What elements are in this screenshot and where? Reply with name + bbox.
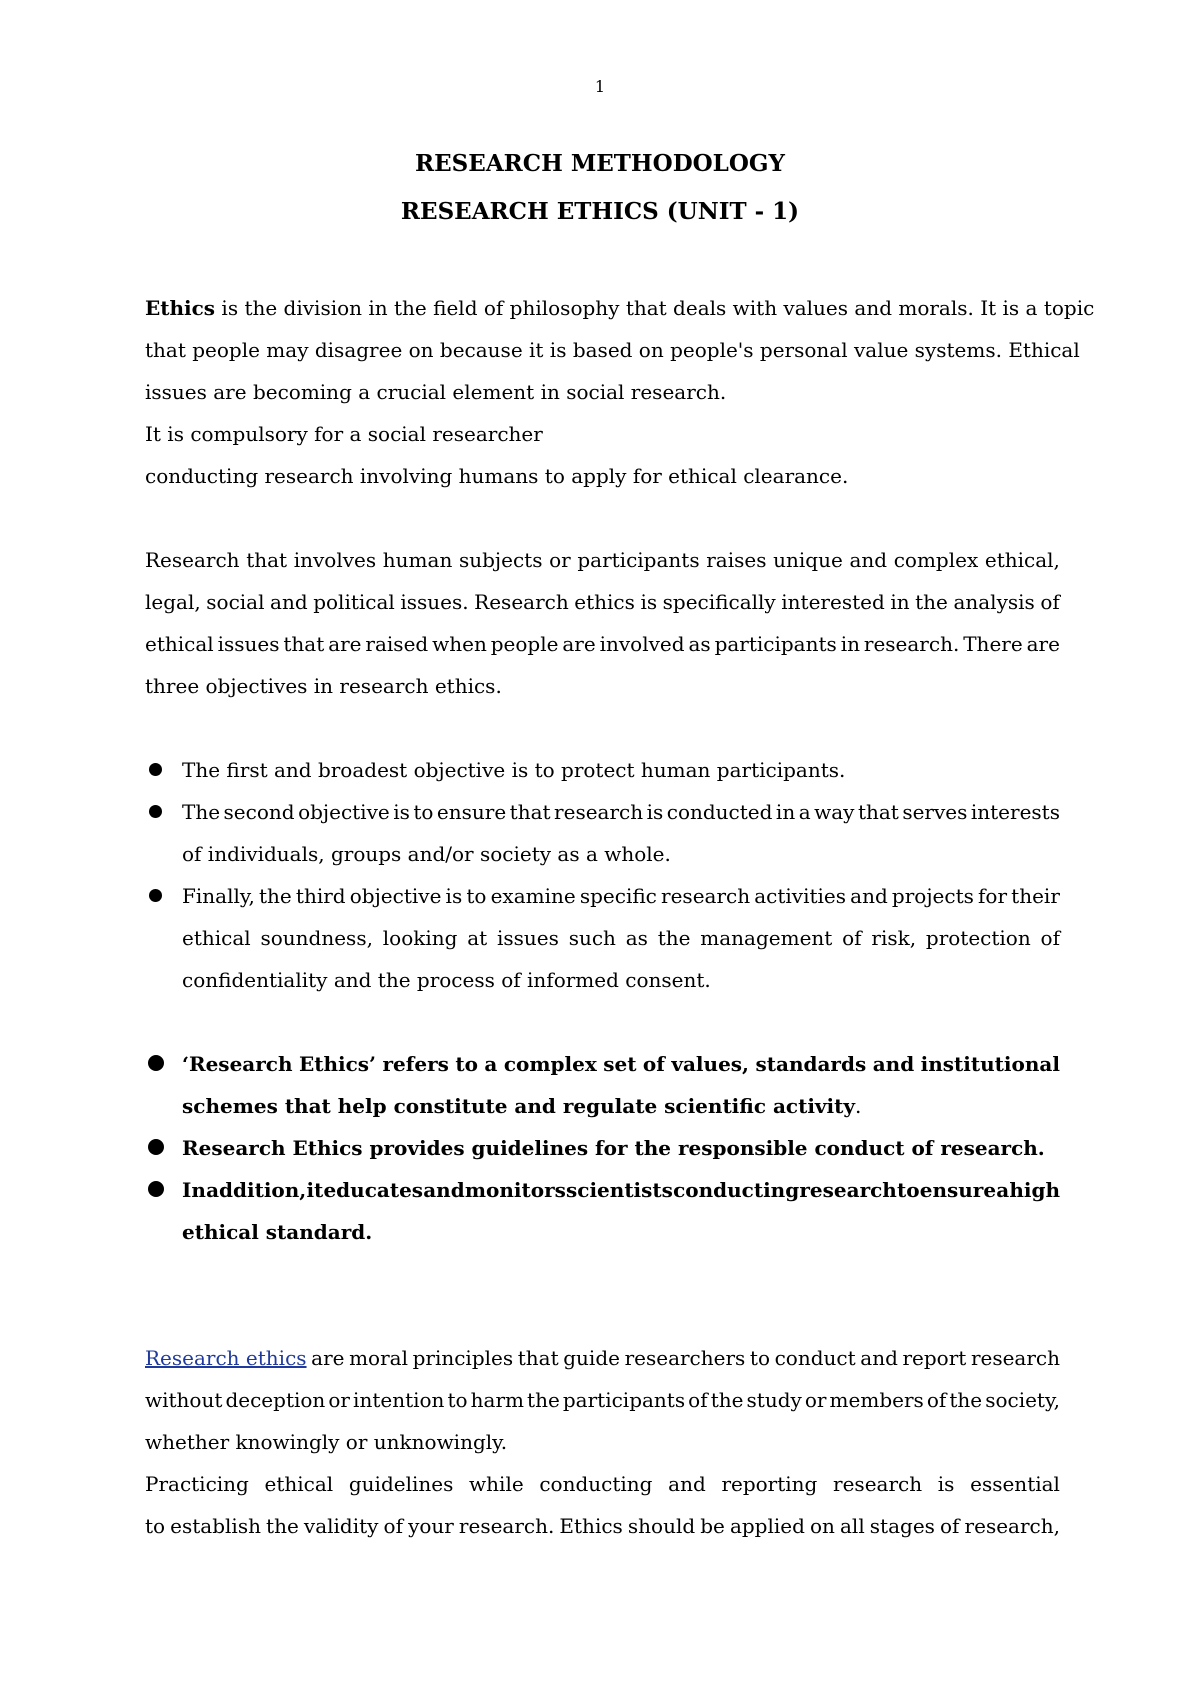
word: projects [891, 884, 974, 908]
word: of [1040, 926, 1060, 950]
word: monitors [464, 1178, 566, 1202]
page-title: RESEARCH METHODOLOGY [415, 150, 785, 177]
word: activities [754, 884, 847, 908]
word: interested [781, 590, 885, 614]
word: research [833, 1472, 923, 1496]
word: serves [902, 800, 968, 824]
word: as [688, 632, 711, 656]
intro-line-4: It is compulsory for a social researcher [145, 422, 543, 446]
para2-line-1 [145, 546, 1060, 574]
word: the [657, 926, 691, 950]
word: objective [349, 884, 442, 908]
word: that [246, 548, 288, 572]
word: set [603, 1052, 637, 1076]
word: in [775, 800, 796, 824]
word: principles [412, 1346, 514, 1370]
para2-line-4: three objectives in research ethics. [145, 674, 502, 698]
word: in [890, 590, 910, 614]
intro-line-1 [145, 294, 1095, 322]
word: raises [706, 548, 767, 572]
word: unique [773, 548, 843, 572]
word: that [857, 800, 899, 824]
word: conducted [666, 800, 773, 824]
word: addition, [206, 1178, 307, 1202]
word: human [382, 548, 453, 572]
word: of [940, 1514, 960, 1538]
para3-line-5 [145, 1512, 1060, 1540]
word: social [206, 590, 265, 614]
word: is [937, 1472, 955, 1496]
word: the [266, 1514, 299, 1538]
word: as [625, 926, 648, 950]
word: third [295, 884, 346, 908]
word: ethical, [984, 548, 1060, 572]
para3-line-4 [145, 1470, 1060, 1498]
word: be [700, 1514, 725, 1538]
word: to [455, 1052, 478, 1076]
intro-line-1-text: is the division in the field of philosophy that deals with values and morals. It is a topic [215, 296, 1095, 320]
word: researchers [624, 1346, 746, 1370]
word: ethics [574, 590, 635, 614]
word: risk, [871, 926, 917, 950]
word: validity [303, 1514, 379, 1538]
word: examine [490, 884, 576, 908]
definition-1-line-2 [182, 1092, 1060, 1120]
word: all [840, 1514, 865, 1538]
word: is [445, 884, 463, 908]
intro-line-5: conducting research involving humans to apply for ethical clearance. [145, 464, 849, 488]
bullet-icon [149, 763, 162, 776]
word: values, [671, 1052, 750, 1076]
definition-3-line-2: ethical standard. [182, 1220, 373, 1244]
word: to [447, 1388, 468, 1412]
word: a [484, 1052, 498, 1076]
word: and [423, 1178, 465, 1202]
page-subtitle: RESEARCH ETHICS (UNIT - 1) [400, 198, 800, 225]
word: objective [298, 800, 390, 824]
word: protection [925, 926, 1031, 950]
word: research. [458, 1514, 555, 1538]
objective-2-line-2: of individuals, groups and/or society as a whole. [182, 842, 671, 866]
word: stages [869, 1514, 935, 1538]
word: way [814, 800, 855, 824]
word: issues [217, 632, 280, 656]
word: are [1026, 632, 1060, 656]
word: study [746, 1388, 802, 1412]
word: reporting [721, 1472, 818, 1496]
word: the [949, 1388, 983, 1412]
word: ethical [182, 926, 251, 950]
word: and [668, 1472, 706, 1496]
definition-1-line-2-text: schemes that help constitute and regulate scientific activity [182, 1094, 856, 1118]
word: is [393, 800, 410, 824]
word: research [661, 884, 751, 908]
word: educates [323, 1178, 424, 1202]
word: that [517, 1346, 559, 1370]
word: Practicing [145, 1472, 249, 1496]
word: without [145, 1388, 223, 1412]
word: or [804, 1388, 827, 1412]
objective-3-line-2 [182, 924, 1060, 952]
word: participants [714, 632, 837, 656]
word: and [872, 1052, 915, 1076]
word: soundness, [260, 926, 373, 950]
word: and [850, 884, 888, 908]
word: research [799, 1178, 897, 1202]
word: involved [599, 632, 685, 656]
word: research [554, 800, 644, 824]
word: the [710, 1388, 744, 1412]
word: subjects [458, 548, 543, 572]
word: specific [579, 884, 657, 908]
word: conduct [774, 1346, 856, 1370]
word: ethical [145, 632, 214, 656]
para3-line-2 [145, 1386, 1060, 1414]
word: scientists [566, 1178, 673, 1202]
intro-line-2: that people may disagree on because it is based on people's personal value systems. Ethical [145, 338, 1080, 362]
word: in [840, 632, 860, 656]
word: members [829, 1388, 924, 1412]
word: Finally, [182, 884, 255, 908]
definition-1-period: . [855, 1094, 862, 1118]
word: a [798, 800, 811, 824]
word: is [640, 590, 658, 614]
word: institutional [920, 1052, 1060, 1076]
word: In [182, 1178, 206, 1202]
word: high [1009, 1178, 1060, 1202]
word: to [896, 1178, 920, 1202]
word: The [182, 800, 221, 824]
research-ethics-link[interactable]: Research ethics [145, 1346, 307, 1370]
word: ethical [264, 1472, 334, 1496]
word: essential [970, 1472, 1060, 1496]
bullet-icon [149, 805, 162, 818]
word: ensure [919, 1178, 997, 1202]
para3-line-1 [145, 1344, 1060, 1372]
word: of [642, 1052, 665, 1076]
word: research, [964, 1514, 1060, 1538]
word: There [963, 632, 1023, 656]
word: research. [863, 632, 960, 656]
word: on [810, 1514, 835, 1538]
word: of [688, 1388, 708, 1412]
word: management [700, 926, 833, 950]
definition-3-line-1 [182, 1176, 1060, 1204]
word: standards [755, 1052, 867, 1076]
word: issues [497, 926, 559, 950]
word: the [527, 1388, 560, 1412]
word: that [509, 800, 551, 824]
word: or [328, 1388, 350, 1412]
word: and [849, 548, 888, 572]
word: specifically [662, 590, 776, 614]
word: guidelines [348, 1472, 454, 1496]
bullet-icon [149, 889, 162, 902]
word: people [490, 632, 559, 656]
word: are [311, 1346, 345, 1370]
word: or [549, 548, 571, 572]
word: moral [349, 1346, 408, 1370]
word: Ethics [559, 1514, 623, 1538]
objective-1-line-1: The first and broadest objective is to protect human participants. [182, 758, 846, 782]
word: their [1011, 884, 1060, 908]
word: Research [474, 590, 569, 614]
word: involves [293, 548, 377, 572]
objective-3-line-1 [182, 882, 1060, 910]
word: complex [893, 548, 979, 572]
word: refers [382, 1052, 449, 1076]
word: of [1040, 590, 1060, 614]
para3-line-3: whether knowingly or unknowingly. [145, 1430, 508, 1454]
ethics-term: Ethics [145, 296, 216, 320]
bullet-icon [148, 1139, 164, 1155]
word: raised [365, 632, 429, 656]
word: and [270, 590, 308, 614]
word: to [413, 800, 434, 824]
word: conducting [539, 1472, 653, 1496]
word: the [259, 884, 292, 908]
intro-line-3: issues are becoming a crucial element in social research. [145, 380, 727, 404]
word: a [996, 1178, 1010, 1202]
word: Research [145, 548, 240, 572]
definition-2-line-1: Research Ethics provides guidelines for the responsible conduct of research. [182, 1136, 1045, 1160]
word: establish [170, 1514, 261, 1538]
word: harm [470, 1388, 524, 1412]
word: report [902, 1346, 967, 1370]
word: while [469, 1472, 524, 1496]
word: applied [729, 1514, 805, 1538]
word: to [145, 1514, 166, 1538]
word: research [970, 1346, 1060, 1370]
word: of [383, 1514, 403, 1538]
definition-1-line-1 [182, 1050, 1060, 1078]
bullet-icon [148, 1181, 164, 1197]
word: is [646, 800, 664, 824]
word: guide [563, 1346, 620, 1370]
word: of [926, 1388, 947, 1412]
word: such [568, 926, 616, 950]
word: and [860, 1346, 898, 1370]
word: at [467, 926, 488, 950]
word: are [328, 632, 362, 656]
word: analysis [953, 590, 1035, 614]
para2-line-2 [145, 588, 1060, 616]
bullet-icon [148, 1055, 164, 1071]
para2-line-3 [145, 630, 1060, 658]
word: are [562, 632, 596, 656]
page-number: 1 [594, 77, 606, 96]
word: to [749, 1346, 770, 1370]
word: your [408, 1514, 454, 1538]
word: issues. [400, 590, 469, 614]
word: interests [970, 800, 1060, 824]
word: of [842, 926, 862, 950]
word: Ethics’ [298, 1052, 377, 1076]
word: it [306, 1178, 324, 1202]
word: complex [503, 1052, 597, 1076]
word: for [978, 884, 1008, 908]
word: society, [985, 1388, 1060, 1412]
word: to [466, 884, 487, 908]
word: ‘Research [182, 1052, 293, 1076]
word: ensure [436, 800, 507, 824]
word: intention [353, 1388, 445, 1412]
word: participants [562, 1388, 686, 1412]
word: looking [382, 926, 458, 950]
objective-3-line-3: confidentiality and the process of informed consent. [182, 968, 711, 992]
word: legal, [145, 590, 201, 614]
word: political [313, 590, 395, 614]
word: participants [577, 548, 700, 572]
word: deception [225, 1388, 326, 1412]
word: the [915, 590, 948, 614]
word: conducting [673, 1178, 800, 1202]
objective-2-line-1 [182, 798, 1060, 826]
word: that [283, 632, 325, 656]
word: should [627, 1514, 696, 1538]
word: when [432, 632, 487, 656]
word: second [223, 800, 295, 824]
